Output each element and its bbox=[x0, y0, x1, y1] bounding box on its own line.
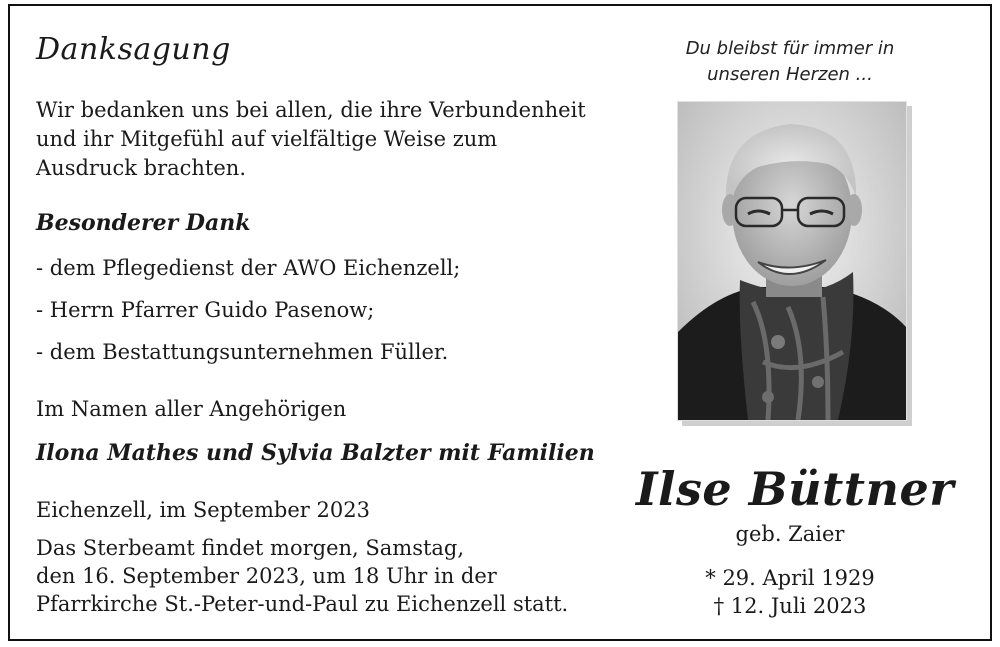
death-date: † 12. Juli 2023 bbox=[713, 594, 867, 618]
notice-heading: Danksagung bbox=[36, 32, 231, 67]
maiden-name: geb. Zaier bbox=[735, 522, 845, 546]
portrait-photo bbox=[677, 101, 907, 421]
service-line: den 16. September 2023, um 18 Uhr in der bbox=[36, 564, 497, 588]
intro-line: Wir bedanken uns bei allen, die ihre Verbundenheit bbox=[36, 98, 586, 122]
thanks-item: - dem Pflegedienst der AWO Eichenzell; bbox=[36, 256, 461, 280]
place-date: Eichenzell, im September 2023 bbox=[36, 498, 370, 522]
quote-line: unseren Herzen ... bbox=[707, 64, 873, 85]
thanks-item: - dem Bestattungsunternehmen Füller. bbox=[36, 340, 449, 364]
special-thanks-heading: Besonderer Dank bbox=[36, 210, 251, 236]
service-line: Das Sterbeamt findet morgen, Samstag, bbox=[36, 536, 465, 560]
thanks-item: - Herrn Pfarrer Guido Pasenow; bbox=[36, 298, 375, 322]
signature-intro: Im Namen aller Angehörigen bbox=[36, 397, 347, 421]
birth-date: * 29. April 1929 bbox=[705, 566, 875, 590]
intro-line: Ausdruck brachten. bbox=[36, 156, 246, 180]
deceased-name: Ilse Büttner bbox=[636, 462, 954, 516]
intro-line: und ihr Mitgefühl auf vielfältige Weise zum bbox=[36, 127, 498, 151]
service-line: Pfarrkirche St.-Peter-und-Paul zu Eichenzell statt. bbox=[36, 592, 569, 616]
signature-family: Ilona Mathes und Sylvia Balzter mit Familien bbox=[36, 440, 595, 466]
quote-line: Du bleibst für immer in bbox=[685, 38, 895, 59]
